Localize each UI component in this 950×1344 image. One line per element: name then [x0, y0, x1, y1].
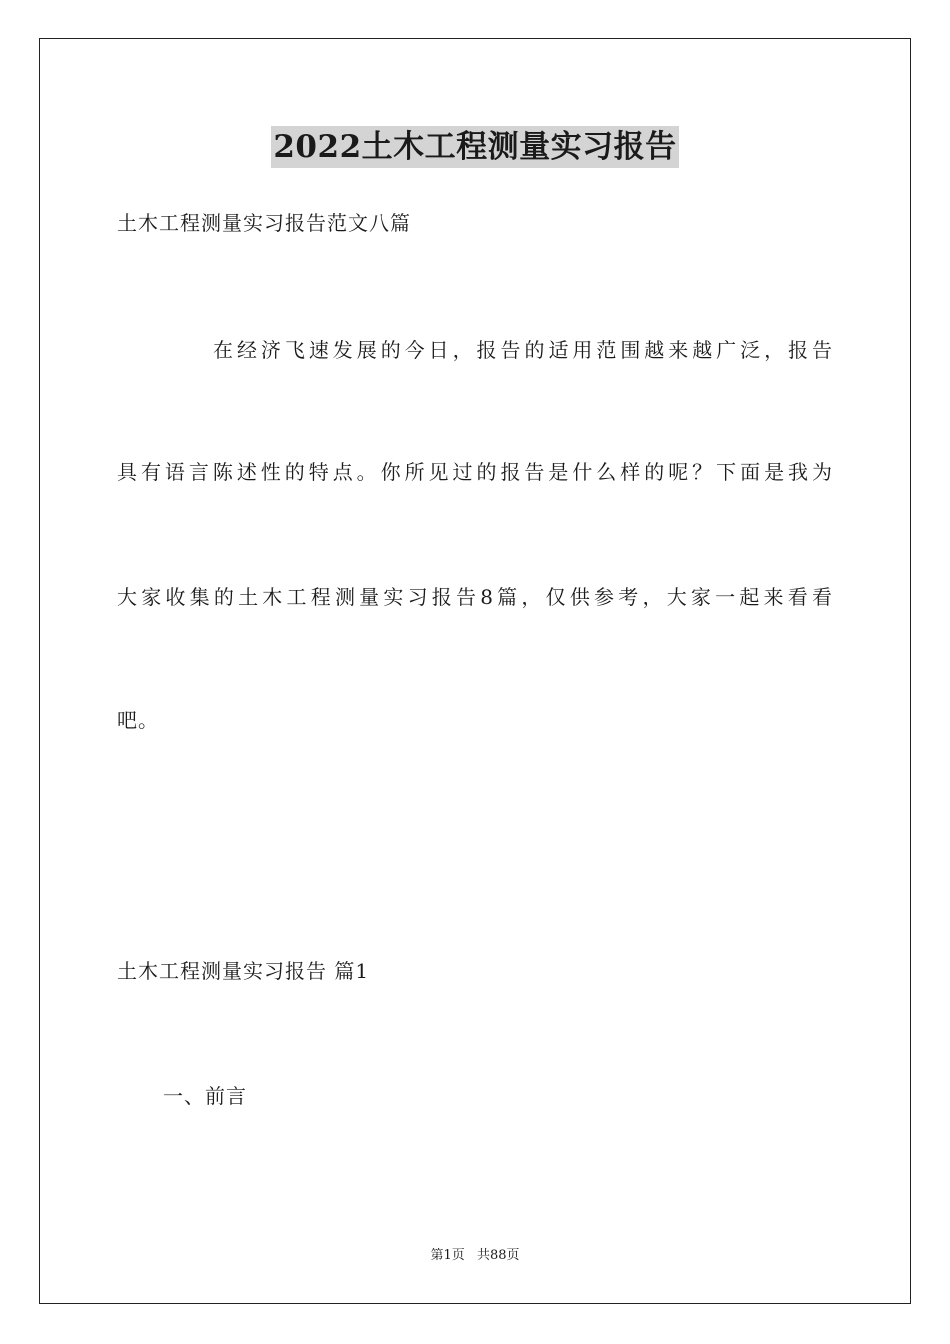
intro-paragraph-line: 具有语言陈述性的特点。你所见过的报告是什么样的呢？下面是我为 — [117, 460, 833, 484]
title-container — [0, 126, 950, 168]
total-pages: 共88页 — [476, 1248, 520, 1263]
intro-paragraph-line: 吧。 — [117, 708, 159, 732]
section-heading: 土木工程测量实习报告 篇1 — [117, 959, 370, 983]
page-number: 第1页 — [430, 1248, 465, 1263]
page-footer — [0, 1246, 950, 1266]
subsection-heading: 一、前言 — [163, 1084, 247, 1108]
intro-paragraph-line: 大家收集的土木工程测量实习报告8篇，仅供参考，大家一起来看看 — [117, 585, 833, 609]
document-title: 2022土木工程测量实习报告 — [271, 126, 678, 168]
intro-paragraph-line: 在经济飞速发展的今日，报告的适用范围越来越广泛，报告 — [213, 338, 833, 362]
document-subtitle: 土木工程测量实习报告范文八篇 — [117, 211, 411, 235]
